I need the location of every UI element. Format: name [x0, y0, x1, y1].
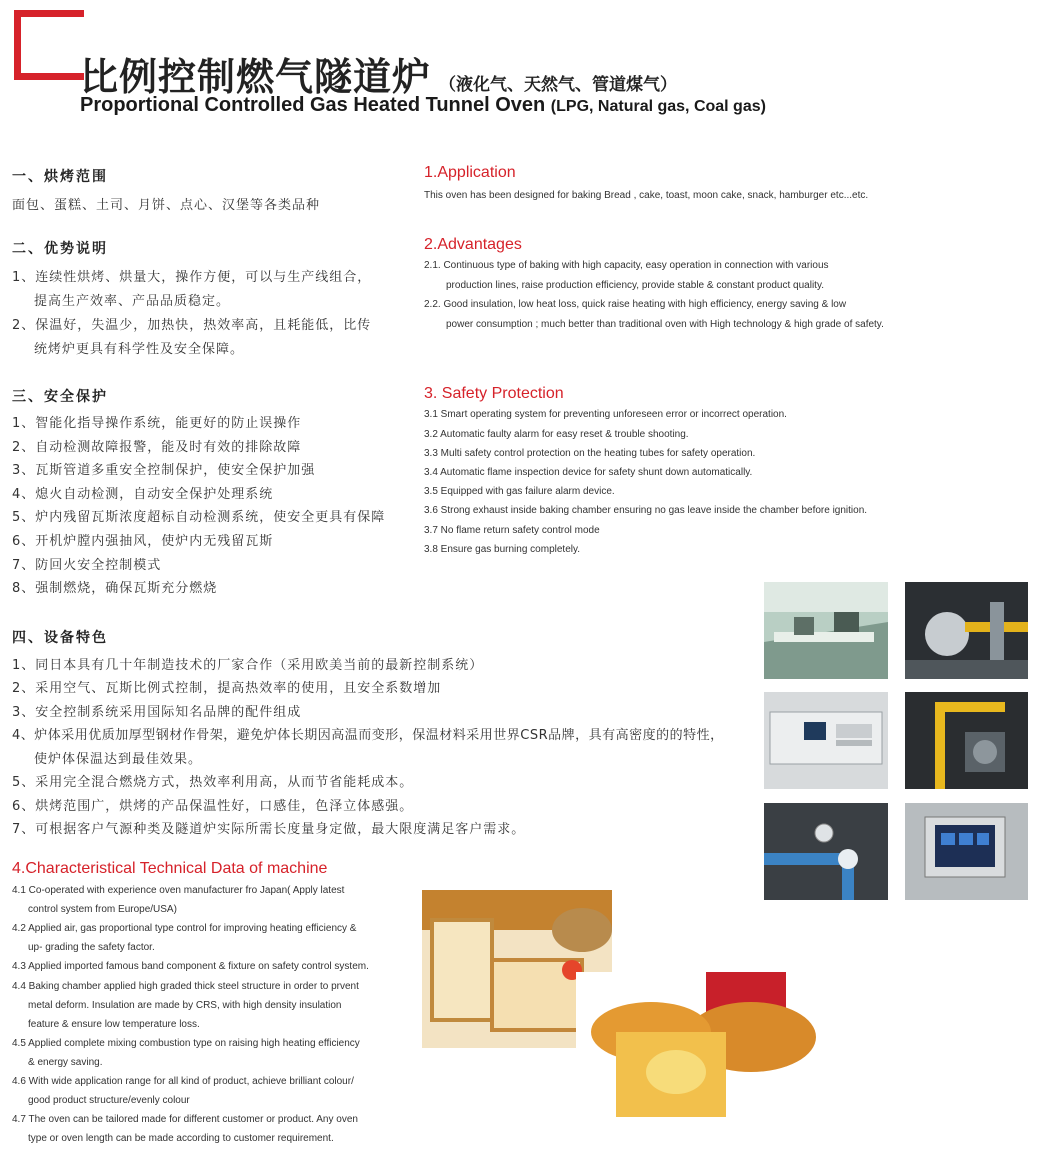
cn-safety-line: 7、防回火安全控制模式	[12, 558, 162, 573]
cn-feature-line: 4、炉体采用优质加厚型钢材作骨架，避免炉体长期因高温而变形，保温材料采用世界CSR品牌，具有高密度的的特性，	[12, 728, 724, 743]
en-safety-line: 3.8 Ensure gas burning completely.	[424, 544, 581, 555]
cn-feature-line: 1、同日本具有几十年制造技术的厂家合作（采用欧美当前的最新控制系统）	[12, 658, 484, 673]
en-safety-line: 3.3 Multi safety control protection on the heating tubes for safety operation.	[424, 448, 756, 459]
en-technical-line: 4.7 The oven can be tailored made for different customer or product. Any oven	[12, 1114, 358, 1125]
en-safety-line: 3.1 Smart operating system for preventing unforeseen error or incorrect operation.	[424, 409, 787, 420]
cn-heading-features: 四、设备特色	[12, 630, 108, 646]
en-technical-line: 4.2 Applied air, gas proportional type control for improving heating efficiency &	[12, 923, 357, 934]
cn-safety-line: 3、瓦斯管道多重安全控制保护，使安全保护加强	[12, 463, 316, 478]
gas-pipeline-photo	[905, 692, 1028, 789]
touch-screen-photo	[905, 803, 1028, 900]
en-advantage-line: 2.1. Continuous type of baking with high capacity, easy operation in connection with various	[424, 260, 829, 271]
title-cn-text: 比例控制燃气隧道炉	[80, 55, 432, 99]
cn-advantage-line: 提高生产效率、产品品质稳定。	[34, 294, 231, 309]
blue-pipes-photo	[764, 803, 888, 900]
en-technical-line: 4.3 Applied imported famous band component & fixture on safety control system.	[12, 961, 369, 972]
en-heading-technical: 4.Characteristical Technical Data of machine	[12, 860, 328, 877]
cn-feature-line: 使炉体保温达到最佳效果。	[34, 752, 203, 767]
logo-bracket	[14, 10, 84, 80]
cn-heading-advantages: 二、优势说明	[12, 241, 108, 257]
en-technical-line: 4.5 Applied complete mixing combustion type on raising high heating efficiency	[12, 1038, 360, 1049]
cn-feature-line: 7、可根据客户气源种类及隧道炉实际所需长度量身定做，最大限度满足客户需求。	[12, 822, 526, 837]
cn-feature-line: 5、采用完全混合燃烧方式，热效率利用高，从而节省能耗成本。	[12, 775, 414, 790]
en-application-text: This oven has been designed for baking Bread , cake, toast, moon cake, snack, hamburger etc...etc.	[424, 190, 869, 201]
en-heading-safety: 3. Safety Protection	[424, 385, 564, 402]
oven-tunnel-photo	[764, 582, 888, 679]
cn-safety-line: 5、炉内残留瓦斯浓度超标自动检测系统，使安全更具有保障	[12, 510, 386, 525]
title-en-subtitle: (LPG, Natural gas, Coal gas)	[550, 98, 766, 115]
en-technical-line: 4.4 Baking chamber applied high graded thick steel structure in order to prvent	[12, 981, 359, 992]
en-technical-line: metal deform. Insulation are made by CRS, with high density insulation	[28, 1000, 342, 1011]
en-safety-line: 3.4 Automatic flame inspection device for safety shunt down automatically.	[424, 467, 753, 478]
control-panel-photo	[764, 692, 888, 789]
en-technical-line: 4.1 Co-operated with experience oven manufacturer fro Japan( Apply latest	[12, 885, 345, 896]
cn-safety-line: 4、熄火自动检测，自动安全保护处理系统	[12, 487, 274, 502]
cn-heading-safety: 三、安全保护	[12, 389, 108, 405]
cn-safety-line: 1、智能化指导操作系统，能更好的防止误操作	[12, 416, 302, 431]
cn-range-text: 面包、蛋糕、土司、月饼、点心、汉堡等各类品种	[12, 198, 321, 213]
en-safety-line: 3.5 Equipped with gas failure alarm device.	[424, 486, 615, 497]
en-advantage-line: power consumption ; much better than traditional oven with High technology & high grade of safety.	[446, 319, 884, 330]
burner-fan-photo	[905, 582, 1028, 679]
en-technical-line: & energy saving.	[28, 1057, 103, 1068]
en-technical-line: feature & ensure low temperature loss.	[28, 1019, 200, 1030]
en-safety-line: 3.7 No flame return safety control mode	[424, 525, 600, 536]
page-title-cn	[80, 46, 677, 101]
cn-advantage-line: 统烤炉更具有科学性及安全保障。	[34, 342, 245, 357]
en-technical-line: good product structure/evenly colour	[28, 1095, 190, 1106]
en-advantage-line: production lines, raise production efficiency, provide stable & constant product quality.	[446, 280, 824, 291]
en-safety-line: 3.2 Automatic faulty alarm for easy reset & trouble shooting.	[424, 429, 689, 440]
title-cn-subtitle: （液化气、天然气、管道煤气）	[439, 75, 678, 95]
en-technical-line: type or oven length can be made according to customer requirement.	[28, 1133, 334, 1144]
cn-safety-line: 2、自动检测故障报警，能及时有效的排除故障	[12, 440, 302, 455]
mooncake-photo	[576, 972, 826, 1132]
cn-feature-line: 3、安全控制系统采用国际知名品牌的配件组成	[12, 705, 302, 720]
en-technical-line: control system from Europe/USA)	[28, 904, 177, 915]
cn-advantage-line: 2、保温好，失温少，加热快，热效率高，且耗能低，比传	[12, 318, 372, 333]
en-advantage-line: 2.2. Good insulation, low heat loss, quick raise heating with high efficiency, energy saving & low	[424, 299, 847, 310]
cn-safety-line: 6、开机炉膛内强抽风，使炉内无残留瓦斯	[12, 534, 274, 549]
title-en-text: Proportional Controlled Gas Heated Tunnel Oven	[80, 94, 546, 116]
cn-advantage-line: 1、连续性烘烤、烘量大，操作方便，可以与生产线组合，	[12, 270, 372, 285]
cn-safety-line: 8、强制燃烧，确保瓦斯充分燃烧	[12, 581, 218, 596]
en-heading-application: 1.Application	[424, 164, 516, 181]
cn-feature-line: 6、烘烤范围广，烘烤的产品保温性好，口感佳，色泽立体感强。	[12, 799, 414, 814]
cn-feature-line: 2、采用空气、瓦斯比例式控制，提高热效率的使用，且安全系数增加	[12, 681, 442, 696]
page-title-en	[80, 94, 766, 117]
en-safety-line: 3.6 Strong exhaust inside baking chamber ensuring no gas leave inside the chamber before ignition.	[424, 505, 868, 516]
en-technical-line: 4.6 With wide application range for all kind of product, achieve brilliant colour/	[12, 1076, 354, 1087]
cn-heading-range: 一、烘烤范围	[12, 169, 108, 185]
en-technical-line: up- grading the safety factor.	[28, 942, 155, 953]
en-heading-advantages: 2.Advantages	[424, 236, 522, 253]
